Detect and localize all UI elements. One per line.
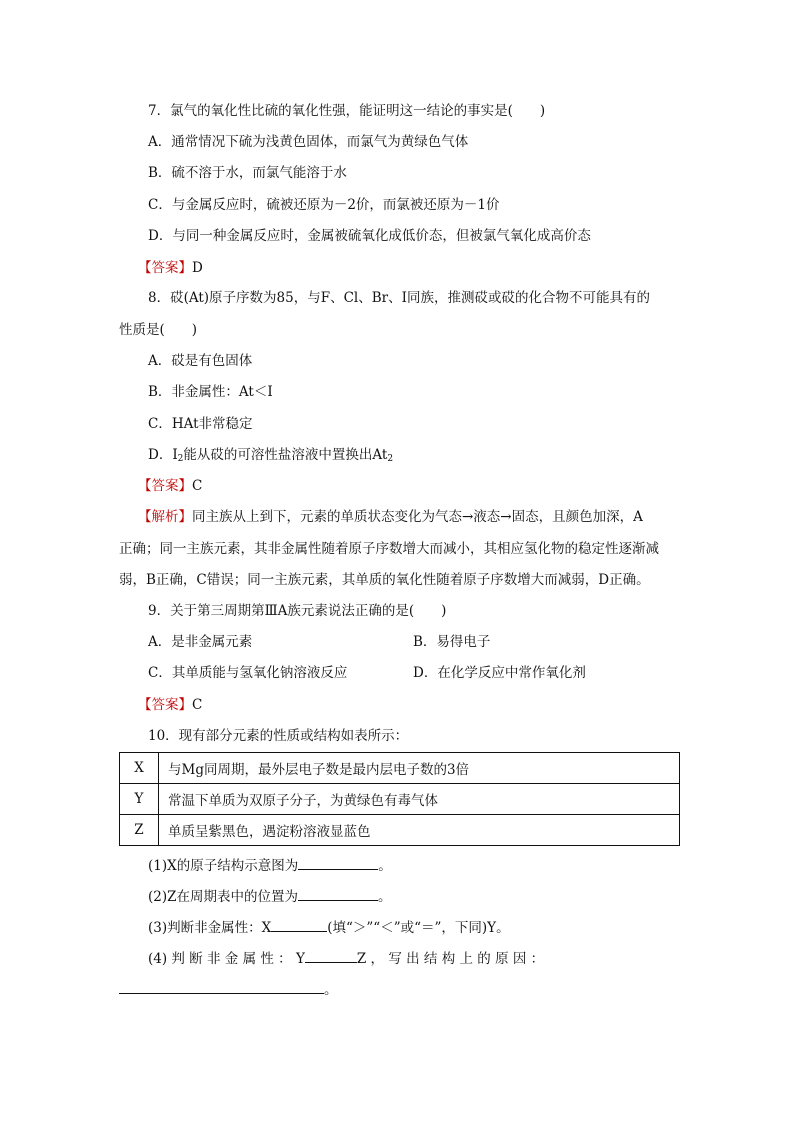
q7-answer-value: D	[192, 260, 203, 276]
q10-part4-mid: Z ， 写 出 结 构 上 的 原 因 ：	[356, 951, 545, 967]
table-row	[120, 815, 680, 846]
q9-option-c: C．其单质能与氢氧化钠溶液反应	[148, 665, 348, 681]
q9-answer-value: C	[192, 697, 203, 713]
q10-part4-end: 。	[324, 982, 338, 998]
q10-part2-end: 。	[378, 889, 392, 905]
q10-part3-end: (填“＞”“＜”或“＝”，下同)Y。	[327, 920, 510, 936]
analysis-label: 【解析】	[138, 509, 192, 525]
q10-stem: 10．现有部分元素的性质或结构如表所示：	[148, 728, 409, 744]
answer-blank[interactable]	[298, 855, 378, 870]
q8-analysis-line3: 弱，B正确，C错误；同一主族元素，其单质的氧化性随着原子序数增大而减弱，D正确。	[119, 572, 650, 588]
q8-analysis-line2: 正确；同一主族元素，其非金属性随着原子序数增大而减小，其相应氢化物的稳定性逐渐减	[119, 541, 659, 557]
q10-part4	[148, 948, 544, 969]
q7-stem: 7．氯气的氧化性比硫的氧化性强，能证明这一结论的事实是( )	[148, 103, 546, 119]
q8-stem-line1: 8．砹(At)原子序数为85，与F、Cl、Br、I同族，推测砹或砹的化合物不可能具有的	[148, 290, 650, 306]
answer-blank[interactable]	[119, 979, 324, 994]
table-cell-desc: 与Mg同周期，最外层电子数是最内层电子数的3倍	[159, 753, 680, 784]
q8-option-d-subscript-2: 2	[387, 454, 394, 464]
q10-part1-text: (1)X的原子结构示意图为	[148, 858, 299, 874]
q8-analysis-line1	[138, 507, 643, 527]
q9-stem: 9．关于第三周期第ⅢA族元素说法正确的是( )	[148, 603, 447, 619]
q10-part2-text: (2)Z在周期表中的位置为	[148, 889, 299, 905]
q10-part4-text: (4) 判 断 非 金 属 性 ： Y	[148, 951, 305, 967]
q7-option-d: D．与同一种金属反应时，金属被硫氧化成低价态，但被氯气氧化成高价态	[148, 228, 591, 244]
q8-answer-value: C	[192, 478, 203, 494]
q9-option-a: A．是非金属元素	[148, 634, 253, 650]
q8-stem-line2: 性质是( )	[119, 322, 198, 338]
table-row	[120, 753, 680, 784]
table-cell-key: Y	[120, 784, 159, 815]
table-cell-key: X	[120, 753, 159, 784]
q7-option-b: B．硫不溶于水，而氯气能溶于水	[148, 165, 347, 181]
q8-option-d-text: 能从砹的可溶性盐溶液中置换出At	[183, 447, 388, 463]
table-cell-key: Z	[120, 815, 159, 846]
q7-answer	[138, 258, 203, 278]
table-cell-desc: 单质呈紫黑色，遇淀粉溶液显蓝色	[159, 815, 680, 846]
q10-part3	[148, 917, 510, 938]
q10-part2	[148, 886, 392, 907]
q10-part1-end: 。	[378, 858, 392, 874]
q9-answer	[138, 695, 202, 715]
q9-option-b: B．易得电子	[413, 634, 491, 650]
q8-option-a: A．砹是有色固体	[148, 353, 253, 369]
q8-option-d-subscript: 2	[177, 454, 184, 464]
answer-blank[interactable]	[298, 886, 378, 901]
q8-option-b: B．非金属性：At＜I	[148, 384, 273, 400]
answer-label: 【答案】	[138, 260, 192, 276]
q8-option-d-prefix: D．I	[148, 447, 178, 463]
table-row	[120, 784, 680, 815]
answer-label: 【答案】	[138, 478, 192, 494]
q10-part1	[148, 855, 392, 876]
q7-option-c: C．与金属反应时，硫被还原为－2价，而氯被还原为－1价	[148, 197, 500, 213]
table-cell-desc: 常温下单质为双原子分子，为黄绿色有毒气体	[159, 784, 680, 815]
element-property-table	[119, 752, 680, 846]
q8-answer	[138, 476, 202, 496]
q10-part3-text: (3)判断非金属性：X	[148, 920, 272, 936]
q8-option-c: C．HAt非常稳定	[148, 416, 253, 432]
q10-part4-line2	[119, 979, 338, 1000]
q8-option-d	[148, 445, 393, 469]
q9-option-d: D．在化学反应中常作氧化剂	[413, 665, 586, 681]
q7-option-a: A．通常情况下硫为浅黄色固体，而氯气为黄绿色气体	[148, 134, 469, 150]
answer-blank[interactable]	[305, 948, 357, 963]
q8-analysis-text1: 同主族从上到下，元素的单质状态变化为气态→液态→固态，且颜色加深，A	[192, 509, 643, 525]
answer-blank[interactable]	[271, 917, 327, 932]
answer-label: 【答案】	[138, 697, 192, 713]
